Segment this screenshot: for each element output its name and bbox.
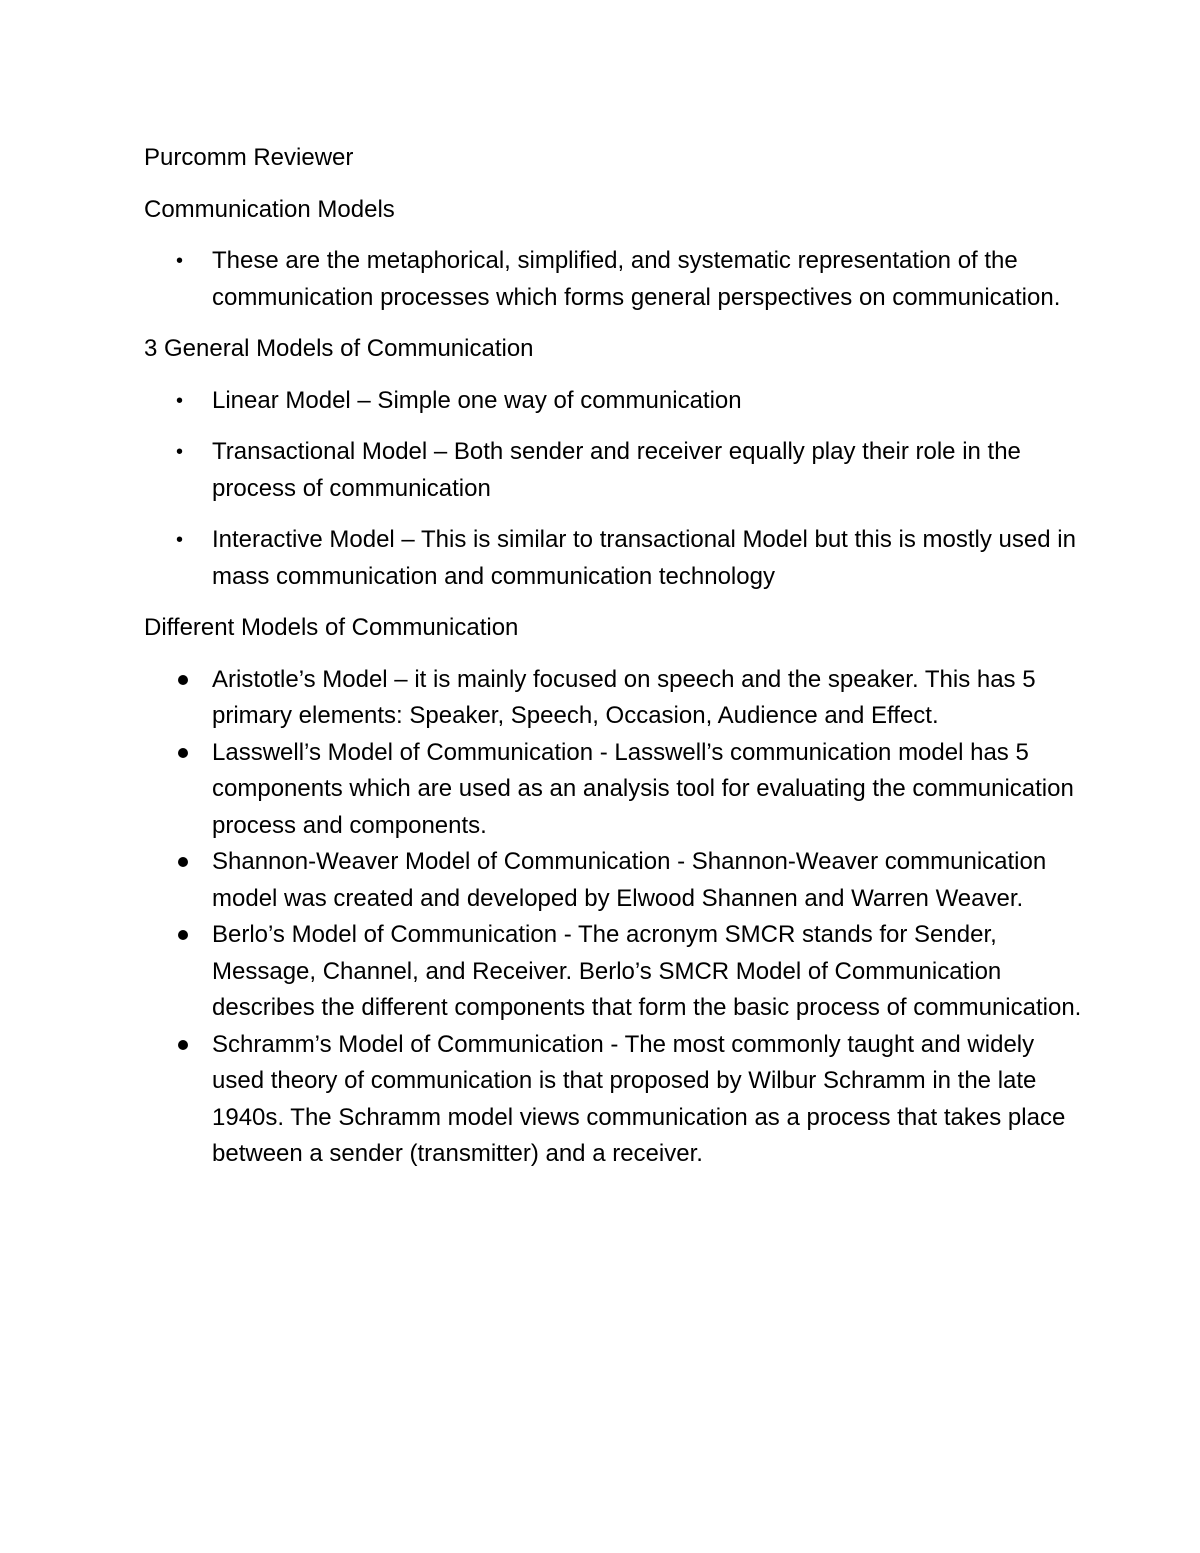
bullet-icon: • — [176, 441, 184, 463]
list-item — [144, 662, 1084, 735]
bullet-icon: • — [176, 389, 184, 412]
list-item-text: Berlo’s Model of Communication - The acronym SMCR stands for Sender, Message, Channel, and Receiver. Berlo’s SMCR Model of Communication describes the different components that form the basic process of communication. — [212, 921, 1082, 1021]
list-item-text: Shannon-Weaver Model of Communication - Shannon-Weaver communication model was created and developed by Elwood Shannen and Warren Weaver. — [212, 848, 1047, 912]
bullet-icon — [178, 857, 188, 867]
list-item — [144, 522, 1084, 595]
list-item — [144, 383, 1084, 420]
bullet-icon: • — [176, 250, 184, 272]
bullet-icon — [178, 748, 188, 758]
list-item — [144, 917, 1084, 1027]
bullet-icon: • — [176, 529, 184, 551]
list-item-text: These are the metaphorical, simplified, and systematic representation of the communication processes which forms general perspectives on communication. — [212, 247, 1061, 311]
list-item-text: Transactional Model – Both sender and receiver equally play their role in the process of communication — [212, 438, 1021, 502]
list-item — [144, 735, 1084, 845]
general-models-list — [144, 383, 1084, 596]
communication-models-list — [144, 243, 1084, 316]
document-body — [144, 140, 1084, 1186]
list-item-text: Linear Model – Simple one way of communication — [212, 386, 742, 414]
list-item — [144, 844, 1084, 917]
document-title: Purcomm Reviewer — [144, 144, 354, 171]
section-heading-communication-models: Communication Models — [144, 195, 395, 223]
bullet-icon — [178, 675, 188, 685]
list-item-text: Aristotle’s Model – it is mainly focused on speech and the speaker. This has 5 primary elements: Speaker, Speech, Occasion, Audience and Effect. — [212, 665, 1036, 729]
list-item-text: Schramm’s Model of Communication - The most commonly taught and widely used theory of communication is that proposed by Wilbur Schramm in the late 1940s. The Schramm model views communication as a process that takes place between a sender (transmitter) and a receiver. — [212, 1030, 1066, 1167]
section-heading-different-models: Different Models of Communication — [144, 614, 519, 641]
different-models-list — [144, 662, 1084, 1173]
list-item-text: Lasswell’s Model of Communication - Lasswell’s communication model has 5 components which are used as an analysis tool for evaluating the communication process and components. — [212, 738, 1074, 839]
list-item — [144, 243, 1084, 316]
list-item — [144, 1027, 1084, 1173]
bullet-icon — [178, 1040, 188, 1050]
list-item-text: Interactive Model – This is similar to transactional Model but this is mostly used in mass communication and communication technology — [212, 526, 1076, 590]
list-item — [144, 434, 1084, 507]
bullet-icon — [178, 930, 188, 940]
section-heading-general-models: 3 General Models of Communication — [144, 335, 534, 362]
